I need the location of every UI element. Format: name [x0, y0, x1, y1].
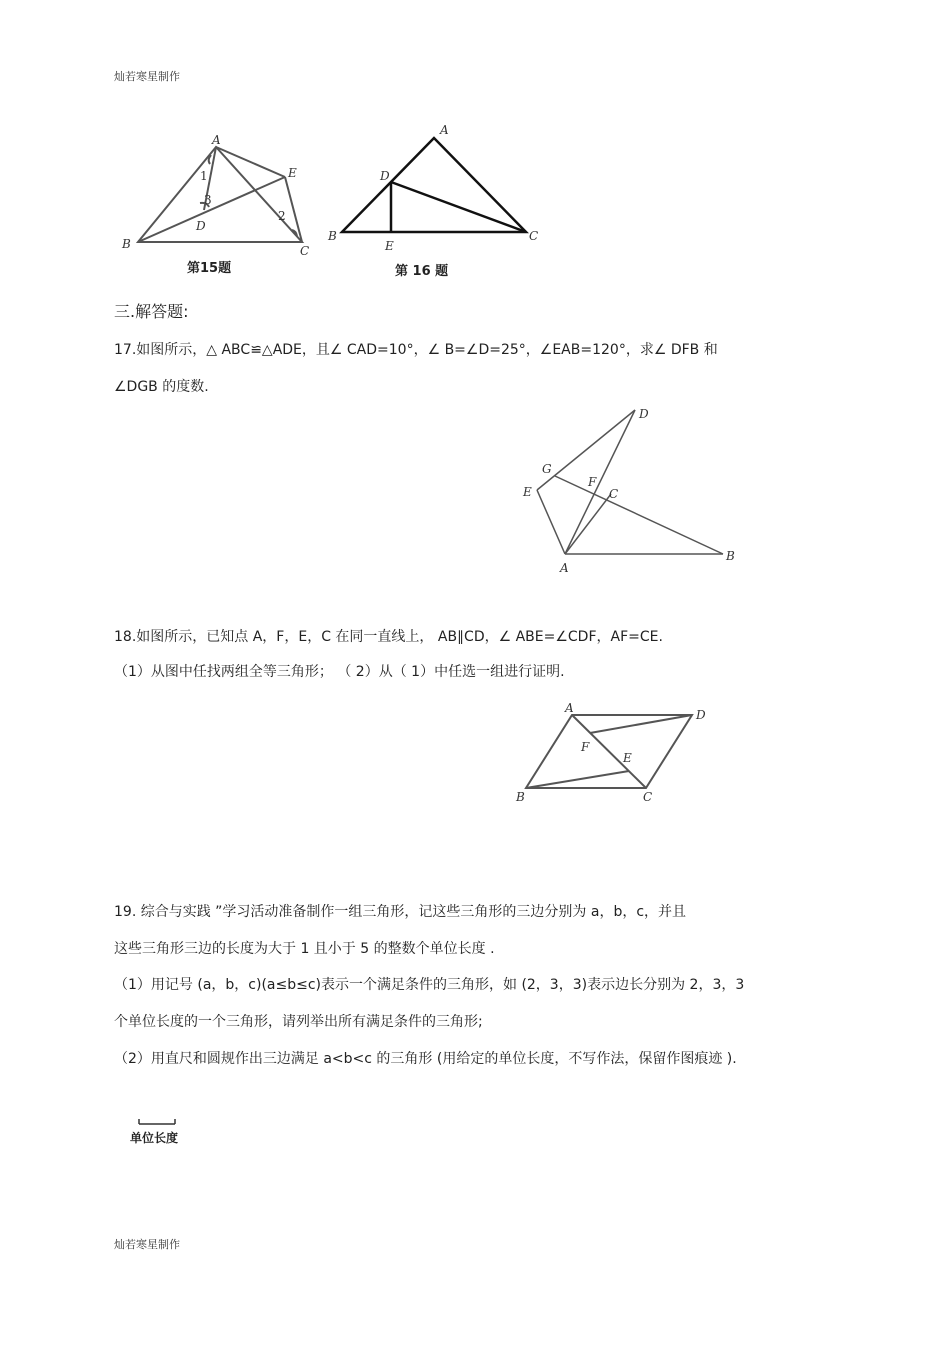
segment-ad [565, 410, 635, 554]
label-b: B [122, 237, 131, 251]
segment-be [138, 177, 285, 242]
q17-line-1: 17.如图所示，△ ABC≌△ADE，且∠ CAD=10°，∠ B=∠D=25°，∠EAB=120°，求∠ DFB 和 [114, 342, 718, 358]
label-a: A [565, 701, 574, 715]
angle-mark-1 [209, 155, 211, 164]
label-c: C [300, 244, 310, 258]
figure-15-caption: 第15题 [187, 261, 232, 276]
segment-ed [537, 410, 635, 490]
segment-ac [565, 494, 611, 554]
triangle-abc [138, 147, 302, 242]
segment-be [526, 771, 629, 788]
label-g: G [542, 462, 552, 476]
label-a: A [440, 123, 449, 137]
label-c: C [643, 790, 653, 804]
label-d: D [196, 219, 206, 233]
label-b: B [516, 790, 525, 804]
label-e: E [523, 485, 532, 499]
page-footer: 灿若寒星制作 [114, 1238, 180, 1251]
page-header: 灿若寒星制作 [114, 70, 180, 83]
label-c: C [609, 487, 619, 501]
label-b: B [726, 549, 735, 563]
label-f: F [588, 475, 597, 489]
label-d: D [639, 407, 649, 421]
q19-line-2: 这些三角形三边的长度为大于 1 且小于 5 的整数个单位长度 . [114, 941, 495, 957]
label-angle-3: 3 [204, 193, 212, 207]
figure-17 [515, 400, 755, 575]
figure-16-caption: 第 16 题 [395, 264, 449, 279]
label-d: D [380, 169, 390, 183]
label-f: F [581, 740, 590, 754]
segment-ae [537, 490, 565, 554]
q18-line-1: 18.如图所示，已知点 A，F，E，C 在同一直线上， AB∥CD，∠ ABE=∠CDF，AF=CE. [114, 629, 663, 645]
label-b: B [328, 229, 337, 243]
unit-length-bar [137, 1118, 187, 1128]
segment-fd [590, 715, 692, 733]
label-e: E [385, 239, 394, 253]
label-d: D [696, 708, 706, 722]
triangle-abc-16 [342, 138, 526, 232]
figure-15 [115, 130, 315, 280]
label-c: C [529, 229, 539, 243]
q19-line-5: （2）用直尺和圆规作出三边满足 a<b<c 的三角形 (用给定的单位长度，不写作法，保留作图痕迹 ). [114, 1051, 737, 1067]
segment-gb [555, 476, 723, 554]
q18-line-2: （1）从图中任找两组全等三角形； （ 2）从（ 1）中任选一组进行证明. [114, 664, 565, 680]
q19-line-3: （1）用记号 (a，b，c)(a≤b≤c)表示一个满足条件的三角形，如 (2，3，3)表示边长分别为 2，3，3 [114, 977, 745, 993]
q19-line-4: 个单位长度的一个三角形，请列举出所有满足条件的三角形; [114, 1014, 483, 1030]
label-e: E [288, 166, 297, 180]
figure-18 [510, 700, 740, 810]
segment-dc [391, 182, 526, 232]
figure-16 [325, 120, 545, 280]
label-angle-1: 1 [200, 169, 208, 183]
label-e: E [623, 751, 632, 765]
label-a: A [560, 561, 569, 575]
section-title: 三.解答题: [114, 302, 189, 321]
segment-ae [216, 147, 285, 177]
label-angle-2: 2 [278, 209, 286, 223]
label-a: A [212, 133, 221, 147]
unit-length-label: 单位长度 [130, 1131, 179, 1145]
q17-line-2: ∠DGB 的度数. [114, 379, 209, 395]
q19-line-1: 19. 综合与实践 ”学习活动准备制作一组三角形，记这些三角形的三边分别为 a，b，c，并且 [114, 904, 687, 920]
